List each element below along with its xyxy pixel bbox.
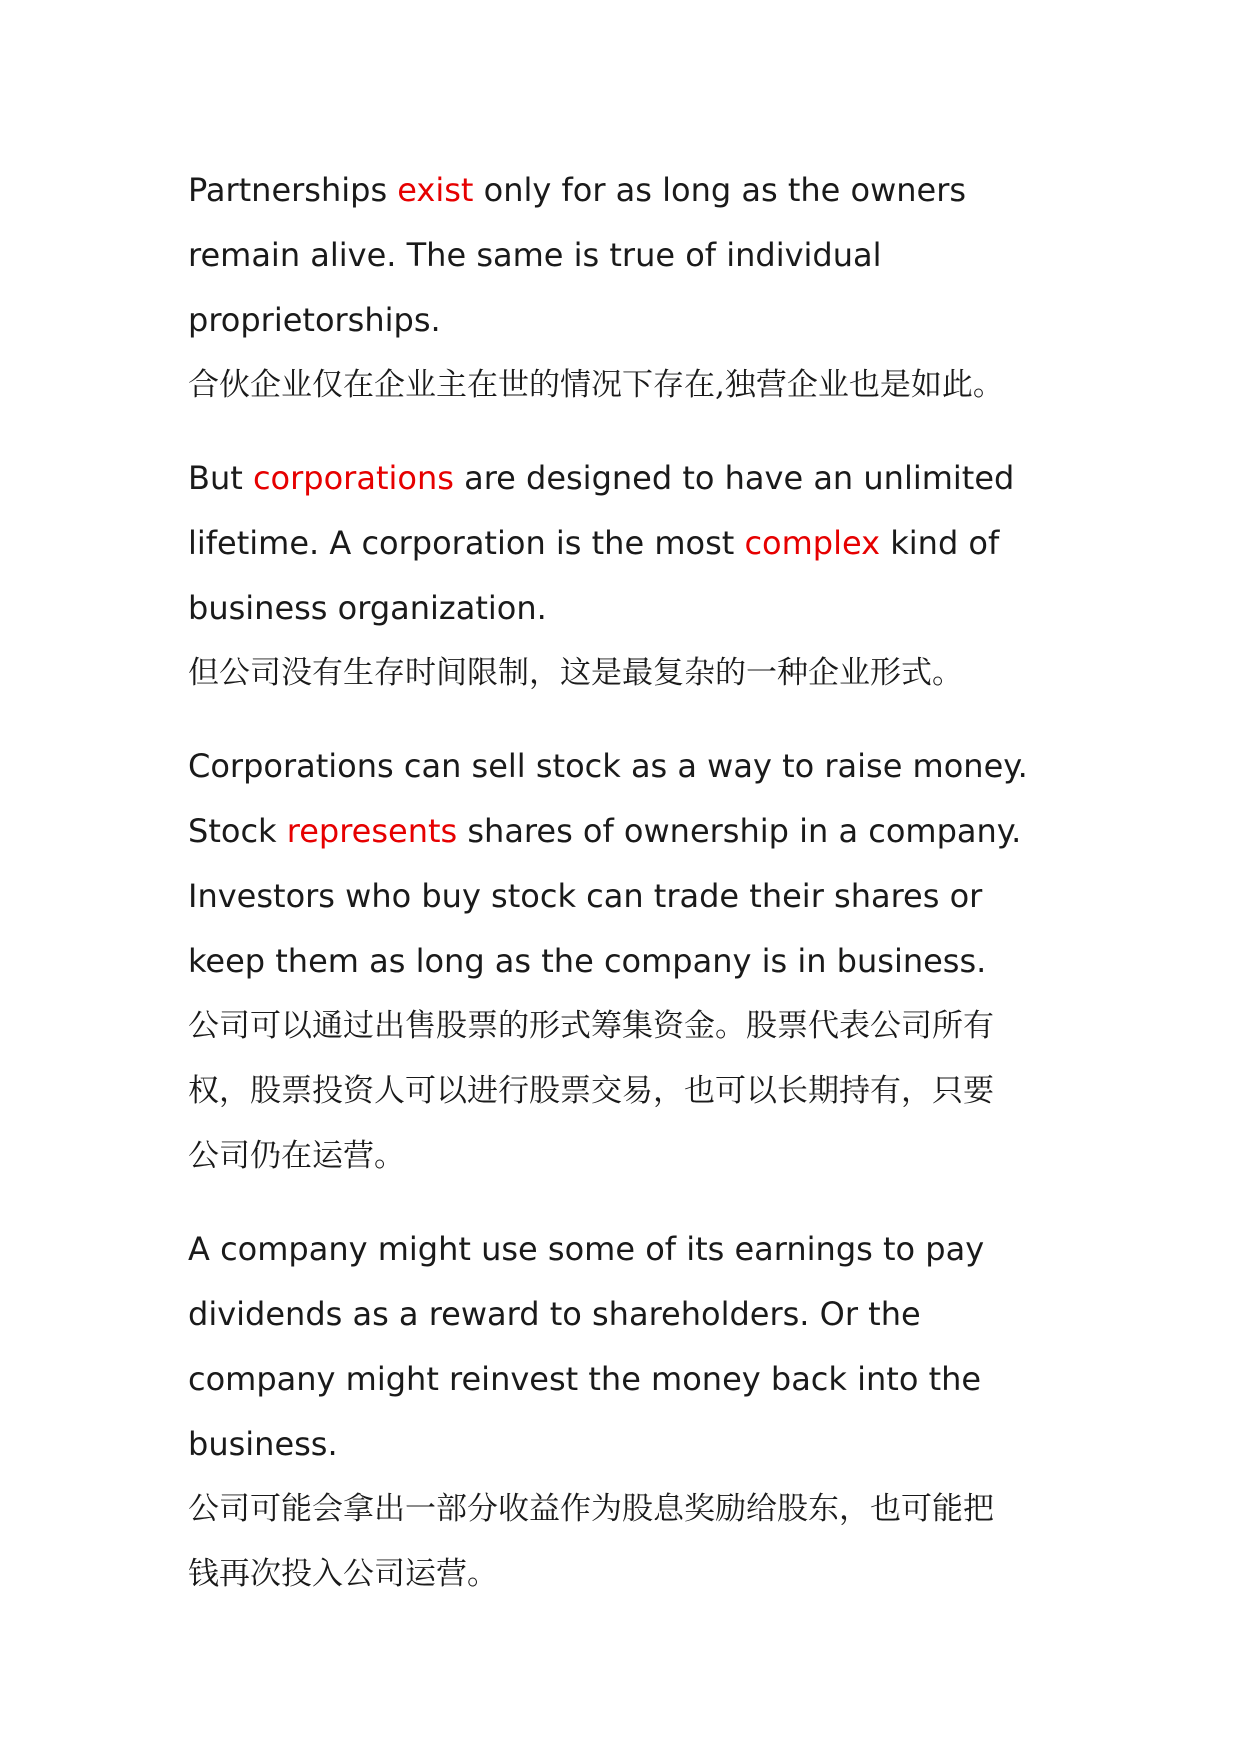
text-segment: Stock <box>188 812 287 850</box>
text-segment: kind of <box>880 524 1000 562</box>
chinese-translation <box>188 1477 1068 1607</box>
text-line <box>188 223 1068 288</box>
document-body <box>188 158 1068 1635</box>
english-text <box>188 734 1068 994</box>
text-line: 公司可以通过出售股票的形式筹集资金。股票代表公司所有 <box>188 1008 994 1044</box>
text-line: 公司可能会拿出一部分收益作为股息奖励给股东，也可能把 <box>188 1491 994 1527</box>
text-segment: shares of ownership in a company. <box>457 812 1022 850</box>
text-segment: keep them as long as the company is in business. <box>188 942 987 980</box>
text-segment: But <box>188 459 253 497</box>
text-line <box>188 864 1068 929</box>
text-segment: lifetime. A corporation is the most <box>188 524 745 562</box>
text-line <box>188 158 1068 223</box>
highlighted-word: complex <box>744 524 881 562</box>
english-text <box>188 1217 1068 1477</box>
text-line <box>188 1282 1068 1347</box>
text-line: 但公司没有生存时间限制，这是最复杂的一种企业形式。 <box>188 655 963 691</box>
text-segment: Partnerships <box>188 171 398 209</box>
highlighted-word: exist <box>397 171 474 209</box>
text-line <box>188 799 1068 864</box>
text-segment: dividends as a reward to shareholders. Or the <box>188 1295 921 1333</box>
text-line <box>188 1412 1068 1477</box>
text-segment: only for as long as the owners <box>473 171 967 209</box>
text-segment: company might reinvest the money back into the <box>188 1360 982 1398</box>
english-text <box>188 446 1068 641</box>
paragraph-4 <box>188 1217 1068 1607</box>
text-segment: A company might use some of its earnings to pay <box>188 1230 985 1268</box>
text-segment: are designed to have an unlimited <box>453 459 1015 497</box>
highlighted-word: corporations <box>252 459 454 497</box>
text-line <box>188 288 1068 353</box>
text-segment: business. <box>188 1425 338 1463</box>
text-line <box>188 511 1068 576</box>
text-segment: remain alive. The same is true of individual <box>188 236 882 274</box>
text-line <box>188 576 1068 641</box>
text-line: 权，股票投资人可以进行股票交易，也可以长期持有，只要 <box>188 1073 994 1109</box>
chinese-translation <box>188 641 1068 706</box>
text-line: 钱再次投入公司运营。 <box>188 1556 498 1592</box>
chinese-translation <box>188 353 1068 418</box>
text-line <box>188 446 1068 511</box>
text-line: 合伙企业仅在企业主在世的情况下存在,独营企业也是如此。 <box>188 367 1004 403</box>
text-line <box>188 929 1068 994</box>
text-segment: Corporations can sell stock as a way to raise money. <box>188 747 1028 785</box>
paragraph-1 <box>188 158 1068 418</box>
chinese-translation <box>188 994 1068 1189</box>
text-line <box>188 734 1068 799</box>
paragraph-3 <box>188 734 1068 1189</box>
text-line: 公司仍在运营。 <box>188 1138 405 1174</box>
english-text <box>188 158 1068 353</box>
text-line <box>188 1347 1068 1412</box>
text-segment: Investors who buy stock can trade their shares or <box>188 877 983 915</box>
highlighted-word: represents <box>286 812 458 850</box>
text-segment: business organization. <box>188 589 547 627</box>
paragraph-2 <box>188 446 1068 706</box>
text-segment: proprietorships. <box>188 301 441 339</box>
text-line <box>188 1217 1068 1282</box>
